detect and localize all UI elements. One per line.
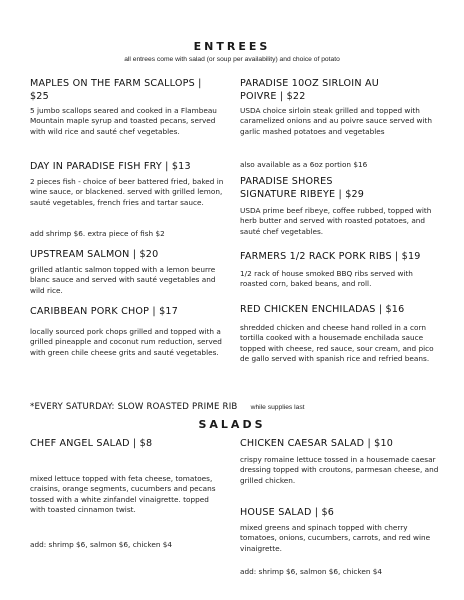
menu-item-description: 1/2 rack of house smoked BBQ ribs served with roasted corn, baked beans, and roll. bbox=[240, 269, 413, 289]
menu-item-description: mixed lettuce topped with feta cheese, tomatoes, craisins, orange segments, cucumbers and pecans tossed with a white zinfandel vinaigrette. topped with toasted cinnamon twist. bbox=[30, 474, 216, 515]
menu-item-description: USDA choice sirloin steak grilled and topped with caramelized onions and au poivre sauce served with garlic mashed potatoes and vegetables bbox=[240, 106, 433, 136]
weekly-special bbox=[30, 394, 305, 414]
menu-item-title: HOUSE SALAD | $6 bbox=[240, 507, 335, 518]
menu-item-title: PARADISE 10OZ SIRLOIN AU POIVRE | $22 bbox=[240, 78, 379, 102]
menu-item-extra: add: shrimp $6, salmon $6, chicken $4 bbox=[30, 540, 173, 549]
salads-heading: SALADS bbox=[198, 418, 266, 431]
menu-item-extra: add shrimp $6. extra piece of fish $2 bbox=[30, 229, 165, 238]
menu-item-description: mixed greens and spinach topped with cherry tomatoes, onions, cucumbers, carrots, and red wine vinaigrette. bbox=[240, 523, 431, 553]
menu-item-extra: add: shrimp $6, salmon $6, chicken $4 bbox=[240, 567, 383, 576]
menu-item-description: crispy romaine lettuce tossed in a housemade caesar dressing topped with croutons, parmesan cheese, and grilled chicken. bbox=[240, 455, 439, 485]
menu-item-title: DAY IN PARADISE FISH FRY | $13 bbox=[30, 161, 191, 172]
menu-item-description: shredded chicken and cheese hand rolled in a corn tortilla cooked with a housemade enchilada sauce topped with cheese, red sauce, sour cream, and pico de gallo served with spanish rice and refried beans. bbox=[240, 323, 434, 364]
menu-item-description: locally sourced pork chops grilled and topped with a grilled pineapple and coconut rum reduction, served with green chile cheese grits and sauté vegetables. bbox=[30, 327, 222, 357]
special-note: while supplies last bbox=[250, 404, 305, 411]
entrees-heading: ENTREES bbox=[193, 40, 271, 53]
menu-item-description: USDA prime beef ribeye, coffee rubbed, topped with herb butter and served with roasted potatoes, and sauté chef vegetables. bbox=[240, 206, 432, 236]
menu-item-description: 5 jumbo scallops seared and cooked in a Flambeau Mountain maple syrup and toasted pecans, served with wild rice and sauté chef vegetables. bbox=[30, 106, 217, 136]
menu-item-title: CARIBBEAN PORK CHOP | $17 bbox=[30, 306, 179, 317]
menu-item-extra: also available as a 6oz portion $16 bbox=[240, 160, 368, 169]
menu-item-title: FARMERS 1/2 RACK PORK RIBS | $19 bbox=[240, 251, 421, 262]
menu-item-title: CHEF ANGEL SALAD | $8 bbox=[30, 438, 153, 449]
special-title: *EVERY SATURDAY: SLOW ROASTED PRIME RIB bbox=[30, 402, 238, 412]
menu-item-title: UPSTREAM SALMON | $20 bbox=[30, 249, 159, 260]
menu-item-title: MAPLES ON THE FARM SCALLOPS | $25 bbox=[30, 78, 202, 102]
menu-item-description: 2 pieces fish - choice of beer battered fried, baked in wine sauce, or blackened. served with grilled lemon, sauté vegetables, french fries and tartar sauce. bbox=[30, 177, 224, 207]
menu-item-title: RED CHICKEN ENCHILADAS | $16 bbox=[240, 304, 405, 315]
menu-item-title: PARADISE SHORES SIGNATURE RIBEYE | $29 bbox=[240, 176, 365, 200]
menu-item-title: CHICKEN CAESAR SALAD | $10 bbox=[240, 438, 394, 449]
entrees-note: all entrees come with salad (or soup per availability) and choice of potato bbox=[124, 56, 340, 63]
menu-item-description: grilled atlantic salmon topped with a lemon beurre blanc sauce and served with sauté vegetables and wild rice. bbox=[30, 265, 216, 295]
